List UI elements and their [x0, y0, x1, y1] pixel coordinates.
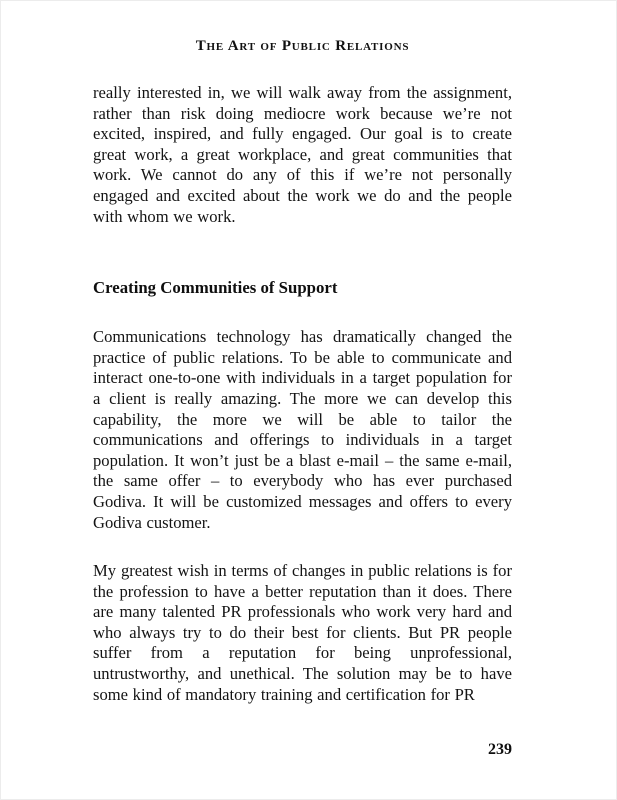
body-paragraph-3: My greatest wish in terms of changes in public relations is for the profession to have a better reputation than it does. There are many talented PR professionals who work very hard and who always try to do their best for clients. But PR people suffer from a reputation for being unprofessional, untrustworthy, and unethical. The solution may be to have some kind of mandatory training and certification for PR — [93, 561, 512, 704]
text-column — [93, 1, 512, 705]
body-paragraph-1: really interested in, we will walk away from the assignment, rather than risk doing mediocre work because we’re not excited, inspired, and fully engaged. Our goal is to create great work, a great workplace, and great communities that work. We cannot do any of this if we’re not personally engaged and excited about the work we do and the people with whom we work. — [93, 83, 512, 226]
running-header: The Art of Public Relations — [195, 38, 410, 54]
page-number: 239 — [488, 741, 512, 758]
body-paragraph-2: Communications technology has dramatically changed the practice of public relations. To be able to communicate and interact one-to-one with individuals in a target population for a client is really amazing. The more we can develop this capability, the more we will be able to tailor the communications and offerings to individuals in a target population. It won’t just be a blast e-mail – the same e-mail, the same offer – to everybody who has ever purchased Godiva. It will be customized messages and offers to every Godiva customer. — [93, 327, 512, 532]
section-heading: Creating Communities of Support — [93, 278, 338, 298]
